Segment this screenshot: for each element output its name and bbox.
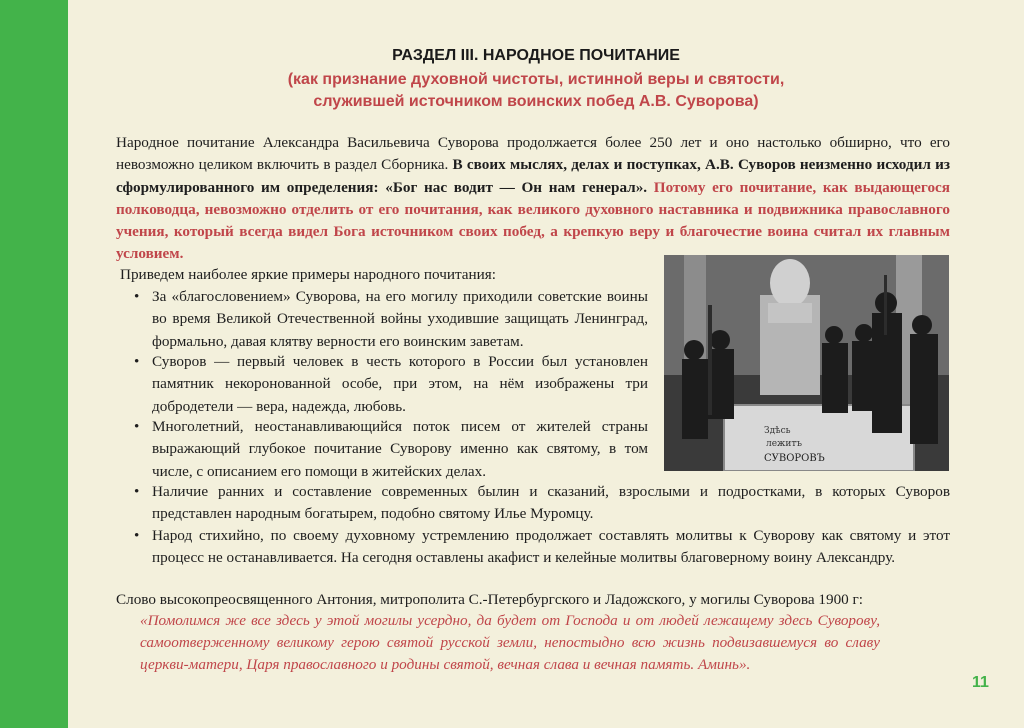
list-item bbox=[136, 286, 648, 353]
grave-inscription-3: СУВОРОВЪ bbox=[764, 453, 825, 464]
bullet-icon: • bbox=[134, 483, 140, 500]
subtitle-line-2: служившей источником воинских побед А.В. Суворова) bbox=[313, 93, 759, 110]
list-item bbox=[136, 481, 950, 526]
intro-plain: Народное почитание Александра Васильевича Суворова продолжается более 250 лет и оно настолько обширно, что его невозможно целиком включить в раздел Сборника. bbox=[116, 134, 950, 174]
speech-quote: «Помолимся же все здесь у этой могилы усердно, да будет от Господа и от людей лежащему здесь Суворову, самоотверженному великому герою святой русской земли, непостыдно всю жизнь подвизавшемуся во славу церкви-матери, Царя православного и родины святой, вечная слава и вечная память. Аминь». bbox=[140, 612, 880, 673]
grave-inscription-2: лежитъ bbox=[766, 439, 803, 449]
speech-intro: Слово высокопреосвященного Антония, митрополита С.-Петербургского и Ладожского, у могилы Суворова 1900 г: bbox=[116, 591, 864, 608]
subtitle-line-1: (как признание духовной чистоты, истинной веры и святости, bbox=[287, 71, 785, 88]
intro-bold: В своих мыслях, делах и поступках, А.В. Суворов неизменно исходил из сформулированного им определения: «Бог нас водит — Он нам генерал». bbox=[116, 156, 950, 196]
page-number: 11 bbox=[972, 674, 989, 691]
list-item-text: Народ стихийно, по своему духовному устремлению продолжает составлять молитвы к Суворову как святому и этот процесс не останавливается. На сегодня оставлены акафист и келейные молитвы благоверному воину Александру. bbox=[152, 527, 950, 567]
bullet-icon: • bbox=[134, 527, 140, 544]
list-item-text: Наличие ранних и составление современных былин и сказаний, взрослыми и подростками, в которых Суворов представлен народным богатырем, подобно святому Илье Муромцу. bbox=[152, 483, 950, 523]
section-subtitle bbox=[116, 69, 956, 113]
historical-photo bbox=[664, 255, 949, 471]
list-item bbox=[136, 525, 950, 570]
page bbox=[68, 0, 1024, 728]
left-color-band bbox=[0, 0, 68, 728]
list-item bbox=[136, 351, 648, 418]
list-item bbox=[136, 416, 648, 483]
intro-paragraph bbox=[116, 132, 950, 266]
photo-illustration bbox=[664, 255, 949, 471]
list-item-text: Многолетний, неостанавливающийся поток писем от жителей страны выражающий глубокое почитание Суворову именно как святому, в том числе, с описанием его помощи в житейских делах. bbox=[152, 418, 648, 480]
examples-lead: Приведем наиболее яркие примеры народного почитания: bbox=[120, 266, 497, 283]
grave-inscription-1: Здѣсь bbox=[764, 426, 791, 436]
intro-red: Потому его почитание, как выдающегося полководца, невозможно отделить от его почитания, как великого духовного наставника и подвижника православного учения, который всегда видел Бога источником своих побед, а крепкую веру и благочестие воина считал их главным условием. bbox=[116, 178, 950, 263]
bullet-icon: • bbox=[134, 288, 140, 305]
section-title: РАЗДЕЛ III. НАРОДНОЕ ПОЧИТАНИЕ bbox=[392, 47, 680, 64]
list-item-text: За «благословением» Суворова, на его могилу приходили советские воины во время Великой Отечественной войны уходившие защищать Ленинград, формально, давая клятву верности его воинским заветам. bbox=[152, 288, 648, 350]
bullet-icon: • bbox=[134, 418, 140, 435]
bullet-icon: • bbox=[134, 353, 140, 370]
list-item-text: Суворов — первый человек в честь которого в России был установлен памятник некоронованной особе, при этом, на нём изображены три добродетели — вера, надежда, любовь. bbox=[152, 353, 648, 415]
